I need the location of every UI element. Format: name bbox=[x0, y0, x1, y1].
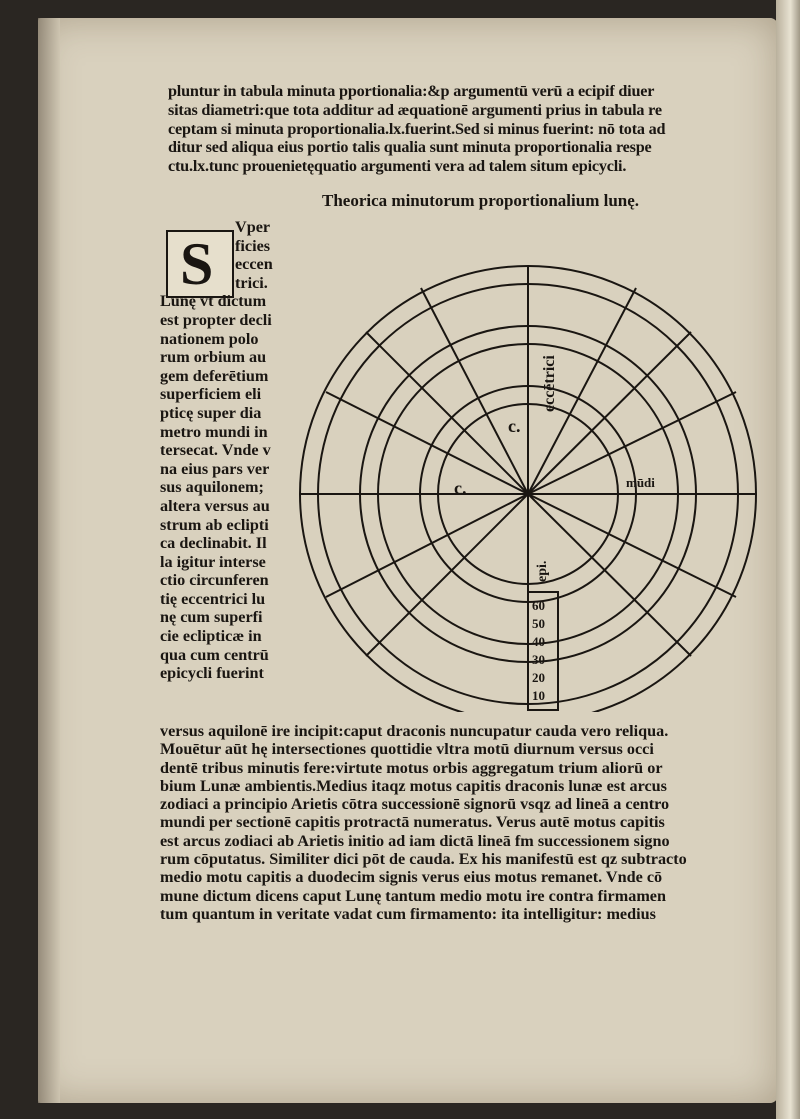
text-line: cie eclipticæ in bbox=[160, 627, 262, 646]
radial-line bbox=[326, 392, 528, 494]
radial-line bbox=[366, 494, 528, 656]
text-line: ctu.lx.tunc prouenietęquatio argumenti vera ad talem situm epicycli. bbox=[168, 157, 627, 176]
text-line: ctio circunferen bbox=[160, 571, 269, 590]
text-line: eccen bbox=[235, 255, 273, 274]
text-line: tię eccentrici lu bbox=[160, 589, 266, 608]
text-line: ditur sed aliqua eius portio talis qualia sunt minuta proportionalia respe bbox=[168, 138, 652, 157]
text-line: est propter decli bbox=[160, 310, 272, 329]
text-line: versus aquilonē ire incipit:caput draconis nuncupatur cauda vero reliqua. bbox=[160, 722, 669, 740]
radial-line bbox=[421, 288, 528, 494]
facing-page-edge bbox=[776, 0, 800, 1119]
scale-label: 10 bbox=[532, 688, 545, 703]
text-line: medio motu capitis a duodecim signis verus eius motus remanet. Vnde cō bbox=[160, 868, 663, 887]
text-line: tum quantum in veritate vadat cum firmamento: ita intelligitur: medius bbox=[160, 904, 656, 923]
text-line: altera versus au bbox=[160, 496, 270, 515]
text-line: qua cum centrū bbox=[160, 645, 269, 664]
label-centrum-left: c. bbox=[454, 478, 467, 498]
text-line: Vper bbox=[235, 218, 271, 236]
left-column-text bbox=[160, 218, 273, 683]
radial-line bbox=[326, 494, 528, 597]
text-line: Mouētur aūt hę intersectiones quottidie vltra motū diurnum versus occi bbox=[160, 740, 654, 759]
scale-label: 20 bbox=[532, 670, 545, 685]
text-line: rum orbium au bbox=[160, 348, 267, 367]
text-line: epicycli fuerint bbox=[160, 664, 264, 683]
text-line: tersecat. Vnde v bbox=[160, 441, 271, 460]
label-mundi: mūdi bbox=[626, 475, 655, 490]
text-line: nę cum superfi bbox=[160, 608, 263, 627]
text-line: ceptam si minuta proportionalia.lx.fuerint.Sed si minus fuerint: nō tota ad bbox=[168, 119, 666, 138]
radial-line bbox=[528, 494, 691, 656]
lunar-theory-diagram bbox=[296, 232, 766, 712]
text-line: zodiaci a principio Arietis cōtra successionē signorū vsqz ad lineā a centro bbox=[160, 795, 670, 814]
scale-label: 50 bbox=[532, 616, 545, 631]
section-heading: Theorica minutorum proportionalium lunę. bbox=[322, 191, 640, 210]
radial-line bbox=[366, 332, 528, 494]
text-line: nationem polo bbox=[160, 329, 259, 348]
label-centrum-upper: c. bbox=[508, 416, 521, 436]
text-line: gem deferētium bbox=[160, 366, 269, 385]
text-line: ca declinabit. Il bbox=[160, 534, 267, 553]
text-line: sus aquilonem; bbox=[160, 478, 264, 497]
label-eccentrici: eccētrici bbox=[541, 355, 558, 412]
text-line: strum ab eclipti bbox=[160, 515, 269, 534]
label-epicycli: epi. bbox=[535, 560, 550, 582]
text-line: metro mundi in bbox=[160, 422, 268, 441]
text-line: dentē tribus minutis fere:virtute motus orbis aggregatum trium aliorū or bbox=[160, 758, 663, 777]
text-line: Lunę vt dictum bbox=[160, 292, 267, 311]
scale-label: 40 bbox=[532, 634, 545, 649]
text-line: pluntur in tabula minuta pportionalia:&p argumentū verū a ecipif diuer bbox=[168, 82, 655, 100]
text-line: rum cōputatus. Similiter dici pōt de cauda. Ex his manifestū est qz subtracto bbox=[160, 850, 687, 869]
text-line: ficies bbox=[235, 236, 271, 255]
bottom-paragraph bbox=[160, 722, 687, 923]
text-line: sitas diametri:que tota additur ad æquationē argumenti prius in tabula re bbox=[168, 100, 662, 119]
top-paragraph bbox=[168, 82, 665, 176]
initial-letter: S bbox=[180, 231, 214, 297]
radial-line bbox=[528, 494, 736, 597]
text-line: la igitur interse bbox=[160, 552, 266, 571]
scale-label: 30 bbox=[532, 652, 545, 667]
text-line: trici. bbox=[235, 273, 268, 292]
page-gutter bbox=[38, 18, 60, 1103]
text-line: superficiem eli bbox=[160, 385, 262, 404]
text-line: pticę super dia bbox=[160, 403, 262, 422]
text-line: bium Lunæ ambientis.Medius itaqz motus capitis draconis lunæ est arcus bbox=[160, 776, 667, 795]
text-line: mundi per sectionē capitis protractā numeratus. Verus autē motus capitis bbox=[160, 813, 665, 832]
text-line: na eius pars ver bbox=[160, 459, 270, 478]
text-line: est arcus zodiaci ab Arietis initio ad iam dictā lineā fm successionem signo bbox=[160, 831, 670, 850]
text-line: mune dictum dicens caput Lunę tantum medio motu ire contra firmamen bbox=[160, 886, 666, 905]
scale-label: 60 bbox=[532, 598, 545, 613]
